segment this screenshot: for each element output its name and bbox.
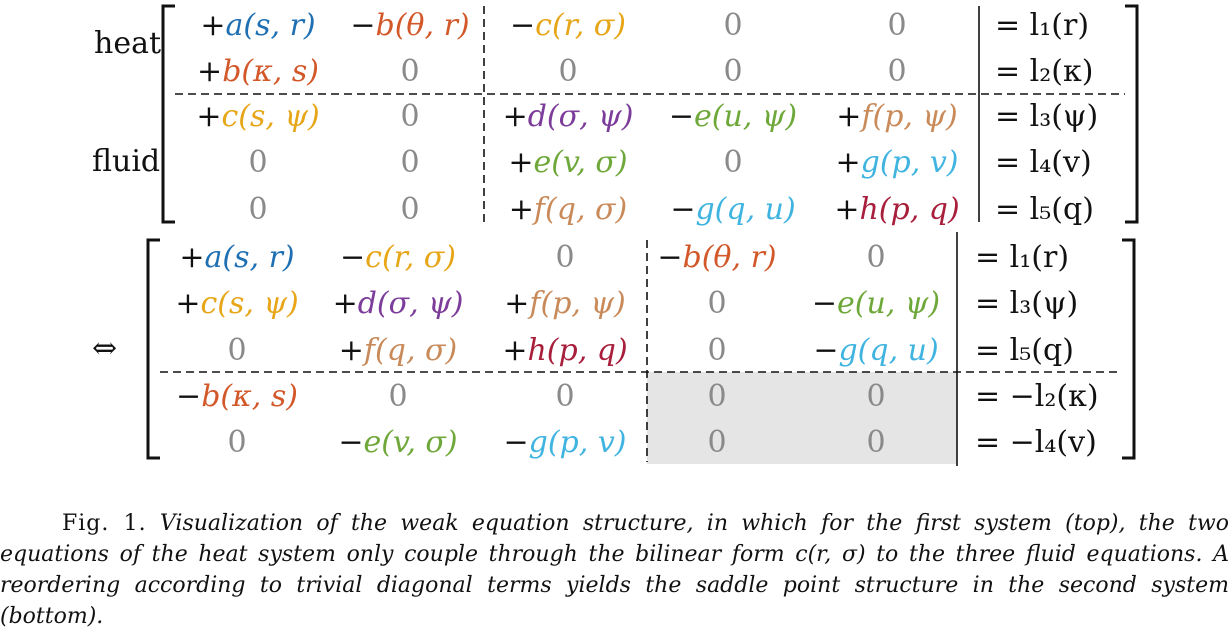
system2-cell-zero: 0 <box>707 425 727 460</box>
system1-cell-a-term: +a(s, r) <box>200 8 316 43</box>
system1-left-bracket <box>163 6 175 222</box>
system2-rhs: = l₅(q) <box>975 333 1074 368</box>
system2-cell-b-term: −b(κ, s) <box>176 379 298 414</box>
system1-cell-zero: 0 <box>723 8 743 43</box>
system1-cell-d-term: +d(σ, ψ) <box>502 99 634 134</box>
system2-right-bracket <box>1122 240 1134 458</box>
system2-rhs: = l₁(r) <box>975 240 1070 275</box>
caption-text: Visualization of the weak equation structure, in which for the first system (top), the two equations of the heat system only couple through the bilinear form c(r, σ) to the three fluid equations. A reordering according to trivial diagonal terms yields the saddle point structure in the second system (bottom). <box>0 511 1229 629</box>
system2-cell-f-term: +f(q, σ) <box>338 333 458 368</box>
system1-cell-zero: 0 <box>248 145 268 180</box>
system1-cell-zero: 0 <box>400 54 420 89</box>
system2-cell-zero: 0 <box>707 379 727 414</box>
system2-cell-e-term: −e(v, σ) <box>338 425 458 460</box>
system2-cell-zero: 0 <box>707 333 727 368</box>
system1-cell-g-term: −g(q, u) <box>670 192 796 227</box>
system1-cell-c-term: −c(r, σ) <box>510 8 626 43</box>
system1-rhs: = l₅(q) <box>995 192 1094 227</box>
system2-rhs: = −l₂(κ) <box>975 379 1099 414</box>
system2-cell-zero: 0 <box>555 379 575 414</box>
system1-cell-zero: 0 <box>723 54 743 89</box>
label-heat: heat <box>94 26 162 61</box>
system2-cell-zero: 0 <box>227 425 247 460</box>
system1-cell-zero: 0 <box>887 8 907 43</box>
system2-rhs: = −l₄(v) <box>975 425 1097 460</box>
equivalence-symbol: ⇔ <box>92 331 118 366</box>
system2-cell-zero: 0 <box>388 379 408 414</box>
system2-cell-zero: 0 <box>866 425 886 460</box>
system1-rhs: = l₃(ψ) <box>995 99 1099 134</box>
system2-cell-zero: 0 <box>555 240 575 275</box>
system2-cell-c-term: +c(s, ψ) <box>175 286 299 321</box>
system2-cell-zero: 0 <box>866 240 886 275</box>
label-fluid: fluid <box>92 144 161 179</box>
system1-right-bracket <box>1125 6 1137 222</box>
system1-rhs: = l₄(v) <box>995 145 1092 180</box>
system1-cell-h-term: +h(p, q) <box>834 192 960 227</box>
system1-rhs: = l₂(κ) <box>995 54 1094 89</box>
system2-cell-zero: 0 <box>227 333 247 368</box>
system1-cell-e-term: −e(u, ψ) <box>668 99 798 134</box>
system2-cell-e-term: −e(u, ψ) <box>811 286 941 321</box>
system1-cell-f-term: +f(p, ψ) <box>836 99 958 134</box>
system1-cell-zero: 0 <box>887 54 907 89</box>
system1-cell-zero: 0 <box>400 192 420 227</box>
system1-cell-zero: 0 <box>723 145 743 180</box>
figure-caption <box>0 508 1229 632</box>
system2-cell-zero: 0 <box>866 379 886 414</box>
system2-rhs: = l₃(ψ) <box>975 286 1079 321</box>
caption-fig-label: Fig. 1. <box>62 511 147 536</box>
system2-cell-a-term: +a(s, r) <box>179 240 295 275</box>
system2-cell-c-term: −c(r, σ) <box>340 240 456 275</box>
system2-left-bracket <box>148 240 160 458</box>
system2-cell-zero: 0 <box>707 286 727 321</box>
system2-cell-d-term: +d(σ, ψ) <box>332 286 464 321</box>
system1-cell-b-term: +b(κ, s) <box>197 54 319 89</box>
system1-cell-f-term: +f(q, σ) <box>508 192 628 227</box>
system2-cell-g-term: −g(p, v) <box>503 425 627 460</box>
system2-cell-h-term: +h(p, q) <box>502 333 628 368</box>
system2-cell-g-term: −g(q, u) <box>813 333 939 368</box>
system1-rhs: = l₁(r) <box>995 8 1090 43</box>
system1-cell-zero: 0 <box>558 54 578 89</box>
system1-cell-g-term: +g(p, v) <box>835 145 959 180</box>
system2-cell-b-term: −b(θ, r) <box>657 240 777 275</box>
system1-cell-b-term: −b(θ, r) <box>350 8 470 43</box>
system1-cell-e-term: +e(v, σ) <box>508 145 628 180</box>
system2-cell-f-term: +f(p, ψ) <box>504 286 626 321</box>
system1-cell-zero: 0 <box>400 145 420 180</box>
system1-cell-c-term: +c(s, ψ) <box>196 99 320 134</box>
system1-cell-zero: 0 <box>248 192 268 227</box>
system1-cell-zero: 0 <box>400 99 420 134</box>
